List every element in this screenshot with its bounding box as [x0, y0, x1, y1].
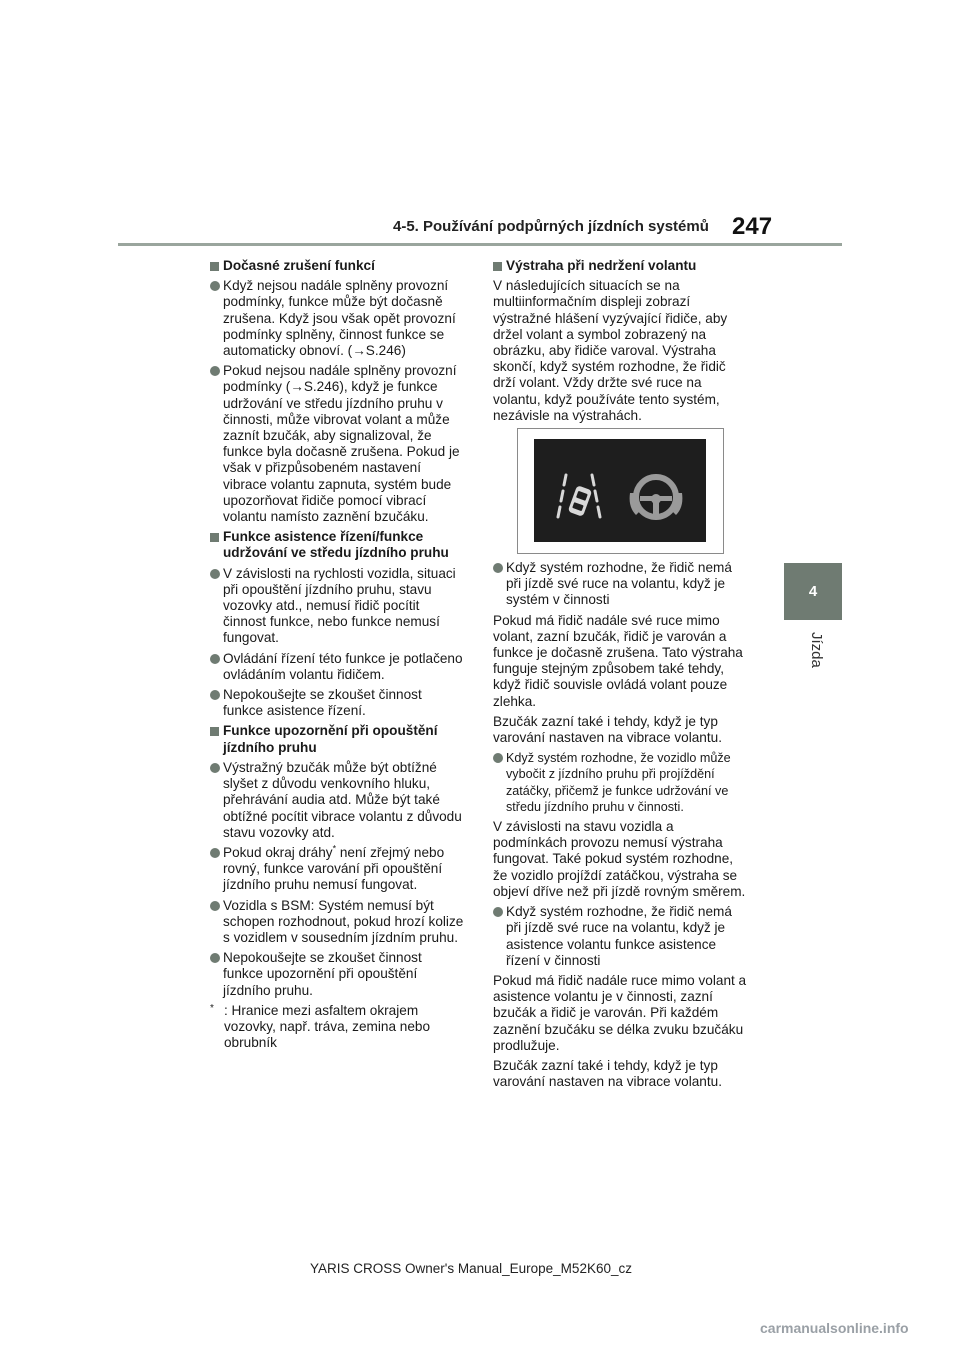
steering-hands-icon — [626, 467, 686, 527]
list-item: Výstražný bzučák může být obtížné slyšet z důvodu venkovního hluku, přehrávání audia atd. Může být také obtížné pocítit vibrace volantu z důvodu stavu vozovky atd. — [210, 760, 465, 841]
round-bullet-icon — [210, 848, 220, 858]
list-item: Když nejsou nadále splněny provozní podmínky, funkce může být dočasně zrušena. Když jsou však opět provozní podmínky splněny, činnost funkce se automaticky obnoví. (→S.246) — [210, 278, 465, 359]
paragraph: Pokud má řidič nadále své ruce mimo volant, zazní bzučák, řidič je varován a funkce je dočasně zrušena. Tato výstraha funguje stejným způsobem také tehdy, když řidič souvisle ovládá volant pouze zlehka. — [493, 612, 743, 709]
square-bullet-icon — [210, 262, 219, 271]
square-bullet-icon — [210, 533, 219, 542]
list-item: V závislosti na rychlosti vozidla, situaci při opouštění jízdního pruhu, stavu vozovky atd., nemusí řidič pocítit činnost funkce, nebo funkce nemusí fungovat. — [210, 566, 465, 647]
list-item: Když systém rozhodne, že řidič nemá při jízdě své ruce na volantu, když je systém v činnosti — [493, 560, 748, 609]
list-item: Když systém rozhodne, že řidič nemá při jízdě své ruce na volantu, když je asistence volantu funkce asistence řízení v činnosti — [493, 904, 748, 969]
section-title: 4-5. Používání podpůrných jízdních systémů — [393, 218, 709, 235]
list-item: Nepokoušejte se zkoušet činnost funkce upozornění při opouštění jízdního pruhu. — [210, 950, 465, 999]
page-number: 247 — [732, 213, 773, 240]
list-item: Pokud nejsou nadále splněny provozní podmínky (→S.246), když je funkce udržování ve středu jízdního pruhu v činnosti, může vibrovat volant a může zaznít bzučák, aby signalizoval, že funkce byla dočasně zrušena. Pokud je však v přizpůsobeném nastavení vibrace volantu zapnuta, systém bude upozorňovat řidiče pomocí vibrací volantu namísto zaznění bzučáku. — [210, 363, 465, 525]
round-bullet-icon — [493, 907, 503, 917]
list-item: Nepokoušejte se zkoušet činnost funkce asistence řízení. — [210, 687, 465, 719]
list-item: Když systém rozhodne, že vozidlo může vybočit z jízdního pruhu při projíždění zatáčky, přičemž je funkce udržování ve středu jízdního pruhu v činnosti. — [493, 750, 748, 815]
heading-lane-departure: Funkce upozornění při opouštění jízdního pruhu — [210, 723, 465, 755]
heading-steering-assist: Funkce asistence řízení/funkce udržování ve středu jízdního pruhu — [210, 529, 465, 561]
header-rule — [118, 243, 842, 246]
display-screen — [534, 439, 706, 542]
left-column — [210, 258, 465, 1051]
round-bullet-icon — [210, 654, 220, 664]
round-bullet-icon — [210, 366, 220, 376]
paragraph: V následujících situacích se na multiinformačním displeji zobrazí výstražné hlášení vyzývající řidiče, aby držel volant a symbol zobrazený na obrázku, aby řidiče varoval. Výstraha skončí, když systém rozhodne, že řidič drží volant. Vždy držte své ruce na volantu, když používáte tento systém, nezávisle na výstrahách. — [493, 278, 728, 423]
paragraph: V závislosti na stavu vozidla a podmínkách provozu nemusí výstraha fungovat. Také pokud systém rozhodne, že vozidlo projíždí zatáčkou, výstraha se objeví dříve než při jízdě rovným směrem. — [493, 819, 746, 899]
square-bullet-icon — [210, 727, 219, 736]
chapter-label: Jízda — [808, 632, 825, 668]
heading-hands-off-warning: Výstraha při nedržení volantu — [493, 258, 748, 274]
list-item: Ovládání řízení této funkce je potlačeno ovládáním volantu řidičem. — [210, 651, 465, 683]
footnote: * : Hranice mezi asfaltem okrajem vozovky, např. tráva, zemina nebo obrubník — [210, 1002, 431, 1051]
warning-figure — [517, 428, 724, 554]
round-bullet-icon — [210, 281, 220, 291]
list-item: Pokud okraj dráhy* není zřejmý nebo rovný, funkce varování při opouštění jízdního pruhu nemusí fungovat. — [210, 845, 465, 894]
paragraph: Bzučák zazní také i tehdy, když je typ varování nastaven na vibrace volantu. — [493, 1057, 722, 1090]
paragraph: Bzučák zazní také i tehdy, když je typ varování nastaven na vibrace volantu. — [493, 713, 722, 746]
round-bullet-icon — [493, 753, 503, 763]
right-column — [493, 258, 748, 1094]
list-item: Vozidla s BSM: Systém nemusí být schopen rozhodnout, pokud hrozí kolize s vozidlem v sousedním jízdním pruhu. — [210, 898, 465, 947]
round-bullet-icon — [210, 763, 220, 773]
heading-temporary-cancel: Dočasné zrušení funkcí — [210, 258, 465, 274]
round-bullet-icon — [210, 953, 220, 963]
square-bullet-icon — [493, 262, 502, 271]
round-bullet-icon — [210, 901, 220, 911]
round-bullet-icon — [210, 690, 220, 700]
chapter-tab[interactable]: 4 — [784, 563, 842, 620]
round-bullet-icon — [493, 563, 503, 573]
round-bullet-icon — [210, 569, 220, 579]
paragraph: Pokud má řidič nadále ruce mimo volant a asistence volantu je v činnosti, zazní bzučák a řidič je varován. Při každém zaznění bzučáku se délka zvuku bzučáku prodlužuje. — [493, 972, 747, 1053]
footer-text: YARIS CROSS Owner's Manual_Europe_M52K60_cz — [310, 1261, 632, 1276]
watermark: carmanualsonline.info — [760, 1320, 909, 1336]
